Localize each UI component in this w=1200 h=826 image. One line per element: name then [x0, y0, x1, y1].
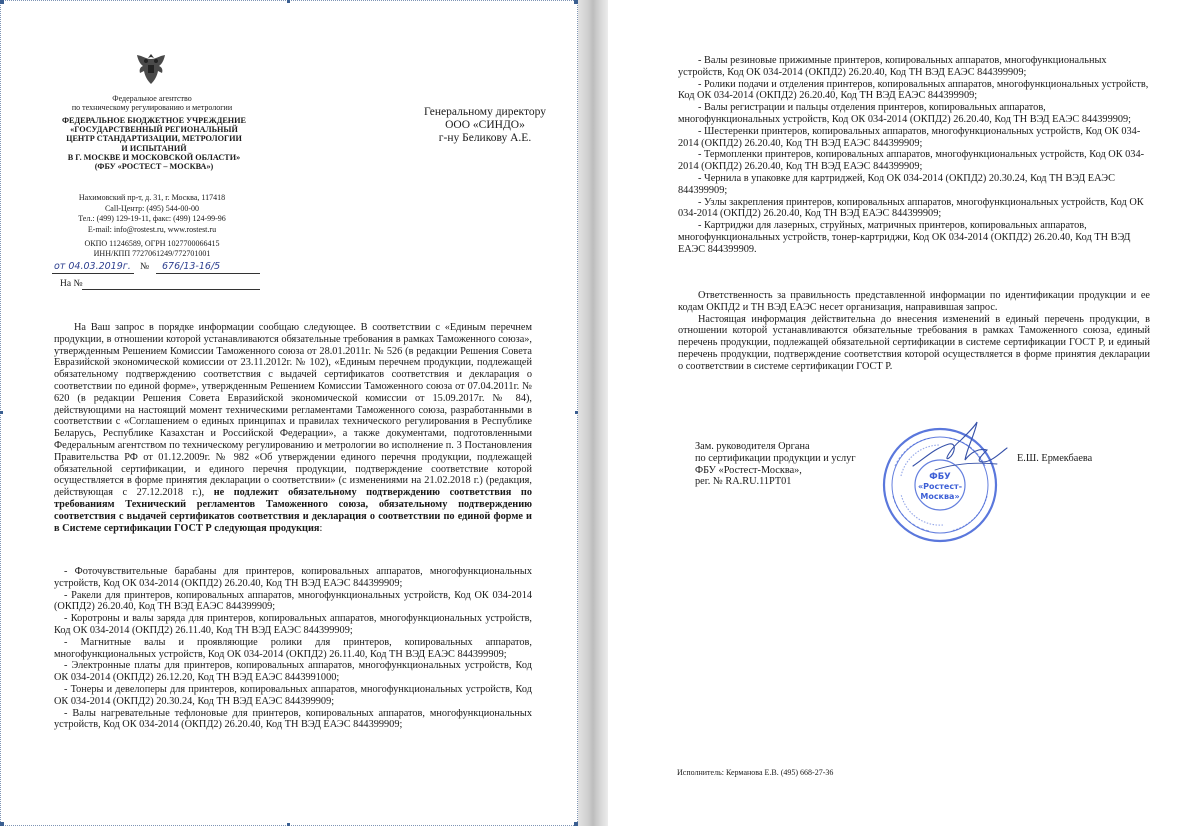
list-item: - Фоточувствительные барабаны для принтеров, копировальных аппаратов, многофункциональных устройств, Код ОК 034-2014 (ОКПД2) 26.20.40, Код ТН ВЭД ЕАЭС 844399909; [54, 566, 532, 589]
list-item: - Термопленки принтеров, копировальных аппаратов, многофункциональных устройств, Код ОК 034-2014 (ОКПД2) 26.20.40, Код ТН ВЭД ЕАЭС 844399909; [678, 149, 1145, 173]
stamp-line-3: Москва» [920, 492, 960, 501]
list-item: - Чернила в упаковке для картриджей, Код ОК 034-2014 (ОКПД2) 20.30.24, Код ТН ВЭД ЕАЭС 844399909; [678, 172, 1115, 196]
intro-paragraph [54, 322, 532, 534]
list-item: - Магнитные валы и проявляющие ролики для принтеров, копировальных аппаратов, многофункциональных устройств, Код ОК 034-2014 (ОКПД2) 26.11.40, Код ТН ВЭД ЕАЭС 844399909; [54, 636, 532, 660]
product-list-page-2 [678, 55, 1150, 256]
intro-normal-text: На Ваш запрос в порядке информации сообщаю следующее. В соответствии с «Единым перечнем продукции, в отношении которой устанавливаются обязательные требования в рамках Таможенного союза», утвержденным Решением Комиссии Таможенного союза от 28.01.2011г. № 526 (в редакции Решения Совета Евразийской экономической комиссии от 23.11.2012г. № 102), «Единым перечнем продукции, подлежащей обязательному подтверждению соответствия с выдачей сертификатов соответствия и декларация о соответствии по единой форме», утвержденным Решением Комиссии Таможенного союза от 07.04.2011г. № 620 (в редакции Решения Совета Евразийской экономической комиссии от 15.09.2017г. № 84), действующими на настоящий момент техническими регламентами Таможенного союза, разработанными в соответствии с «Соглашением о единых принципах и правилах технического регулирования в Республике Беларусь, Республике Казахстан и Российской Федерации», а также документами, подготовленными Федеральным агентством по техническому регулированию и метрологии во исполнение п. 3 Постановления Правительства РФ от 01.12.2009г. № 982 «Об утверждении единого перечня продукции, подлежащей обязательной сертификации, и единого перечня продукции, подтверждение соответствие которой осуществляется в форме принятия декларации о соответствии» (с изменениями на 21.02.2018 г.) (редакция, действующая с 27.12.2018 г.), [54, 322, 532, 499]
responsibility-paragraph: Ответственность за правильность представленной информации по идентификации продукции и ее кодам ОКПД2 и ТН ВЭД ЕАЭС несет организация, направившая запрос. [678, 290, 1150, 313]
list-item: - Электронные платы для принтеров, копировальных аппаратов, многофункциональных устройств, Код ОК 034-2014 (ОКПД2) 26.12.20, Код ТН ВЭД ЕАЭС 8443991000; [54, 660, 532, 684]
product-list-page-1 [54, 566, 532, 731]
list-item: - Ракели для принтеров, копировальных аппаратов, многофункциональных устройств, Код ОК 034-2014 (ОКПД2) 26.20.40, Код ТН ВЭД ЕАЭС 844399909; [54, 589, 532, 613]
resize-handle-top-left[interactable] [0, 0, 4, 4]
list-item: - Ролики подачи и отделения принтеров, копировальных аппаратов, многофункциональных устройств, Код ОК 034-2014 (ОКПД2) 26.20.40, Код ТН ВЭД ЕАЭС 844399909; [678, 78, 1149, 102]
closing-paragraphs [678, 290, 1150, 373]
list-item: - Валы регистрации и пальцы отделения принтеров, копировальных аппаратов, многофункциональных устройств, Код ОК 034-2014 (ОКПД2) 26.20.40, Код ТН ВЭД ЕАЭС 844399909; [678, 102, 1132, 125]
list-item: - Картриджи для лазерных, струйных, матричных принтеров, копировальных аппаратов, многофункциональных устройств, тонер-картриджи, Код ОК 034-2014 (ОКПД2) 26.20.40, Код ТН ВЭД ЕАЭС 844399909. [678, 220, 1131, 255]
resize-handle-bottom-right[interactable] [574, 822, 578, 826]
handwritten-number: 676/13-16/5 [162, 261, 221, 272]
resize-handle-right[interactable] [575, 411, 578, 414]
list-item: - Коротроны и валы заряда для принтеров, копировальных аппаратов, многофункциональных устройств, Код ОК 034-2014 (ОКПД2) 26.11.40, Код ТН ВЭД ЕАЭС 844399909; [54, 613, 532, 636]
organization-name: ФЕДЕРАЛЬНОЕ БЮДЖЕТНОЕ УЧРЕЖДЕНИЕ «ГОСУДАРСТВЕННЫЙ РЕГИОНАЛЬНЫЙ ЦЕНТР СТАНДАРТИЗАЦИИ, МЕТРОЛОГИИ И ИСПЫТАНИЙ В Г. МОСКВЕ И МОСКОВСКОЙ ОБЛАСТИ» (ФБУ «РОСТЕСТ – МОСКВА») [62, 116, 246, 172]
resize-handle-top-right[interactable] [574, 0, 578, 4]
addressee: Генеральному директору ООО «СИНДО» г-ну Беликову А.Е. [424, 106, 546, 144]
resize-handle-bottom-left[interactable] [0, 822, 4, 826]
stamp-line-2: «Ростест- [917, 482, 963, 491]
handwritten-date: от 04.03.2019г. [54, 261, 131, 272]
intro-bold-text: не подлежит обязательному подтверждению соответствия по требованиям Технический регламентов Таможенного союза, обязательному подтверждению соответствия с выдачей сертификатов соответствия и декларация о соответствии по единой форме и в Системе сертификации ГОСТ Р следующая продукция [54, 487, 532, 534]
list-item: - Шестеренки принтеров, копировальных аппаратов, многофункциональных устройств, Код ОК 034-2014 (ОКПД2) 26.20.40, Код ТН ВЭД ЕАЭС 844399909; [678, 125, 1141, 149]
list-item: - Тонеры и девелоперы для принтеров, копировальных аппаратов, многофункциональных устройств, Код ОК 034-2014 (ОКПД2) 20.30.24, Код ТН ВЭД ЕАЭС 844399909; [54, 683, 532, 707]
handwritten-signature [905, 418, 1015, 488]
organization-address: Нахимовский пр-т, д. 31, г. Москва, 117418 Call-Центр: (495) 544-00-00 Тел.: (499) 129-19-11, факс: (499) 124-99-96 E-mail: info@rostest.ru, www.rostest.ru [78, 193, 226, 234]
signer-name: Е.Ш. Ермекбаева [1017, 453, 1093, 464]
list-item: - Валы нагревательные тефлоновые для принтеров, копировальных аппаратов, многофункциональных устройств, Код ОК 034-2014 (ОКПД2) 26.20.40, Код ТН ВЭД ЕАЭС 844399909; [54, 707, 532, 731]
intro-tail: : [319, 522, 323, 534]
resize-handle-top[interactable] [287, 0, 290, 3]
page-gutter [578, 0, 608, 826]
list-item: - Валы резиновые прижимные принтеров, копировальных аппаратов, многофункциональных устройств, Код ОК 034-2014 (ОКПД2) 26.20.40, Код ТН ВЭД ЕАЭС 844399909; [678, 55, 1107, 78]
coat-of-arms-icon [134, 50, 168, 88]
signer-title: Зам. руководителя Органа по сертификации продукции и услуг ФБУ «Ростест-Москва», рег. № RA.RU.11РТ01 [695, 441, 856, 488]
resize-handle-left[interactable] [0, 411, 3, 414]
na-label: На № [60, 279, 83, 289]
agency-name: Федеральное агентство по техническому регулированию и метрологии [71, 94, 233, 112]
number-label: № [140, 262, 150, 272]
executor-line: Исполнитель: Керманова Е.В. (495) 668-27-36 [677, 768, 834, 777]
list-item: - Узлы закрепления принтеров, копировальных аппаратов, многофункциональных устройств, Код ОК 034-2014 (ОКПД2) 26.20.40, Код ТН ВЭД ЕАЭС 844399909; [678, 196, 1144, 220]
validity-paragraph: Настоящая информация действительна до внесения изменений в единый перечень продукции, в отношении которой устанавливаются обязательные требования в рамках Таможенного союза, единый перечень продукции, подлежащей обязательной сертификации в системе сертификации ГОСТ Р, и единый перечень продукции, подтверждение соответствия которой осуществляется в форме принятия декларации о соответствии в системе сертификации ГОСТ Р. [678, 313, 1150, 372]
outgoing-reference [52, 262, 262, 276]
stamp-line-1: ФБУ [929, 472, 951, 482]
incoming-reference [60, 279, 83, 289]
organization-codes: ОКПО 11246589, ОГРН 1027700066415 ИНН/КПП 7727061249/772701001 [84, 239, 220, 258]
